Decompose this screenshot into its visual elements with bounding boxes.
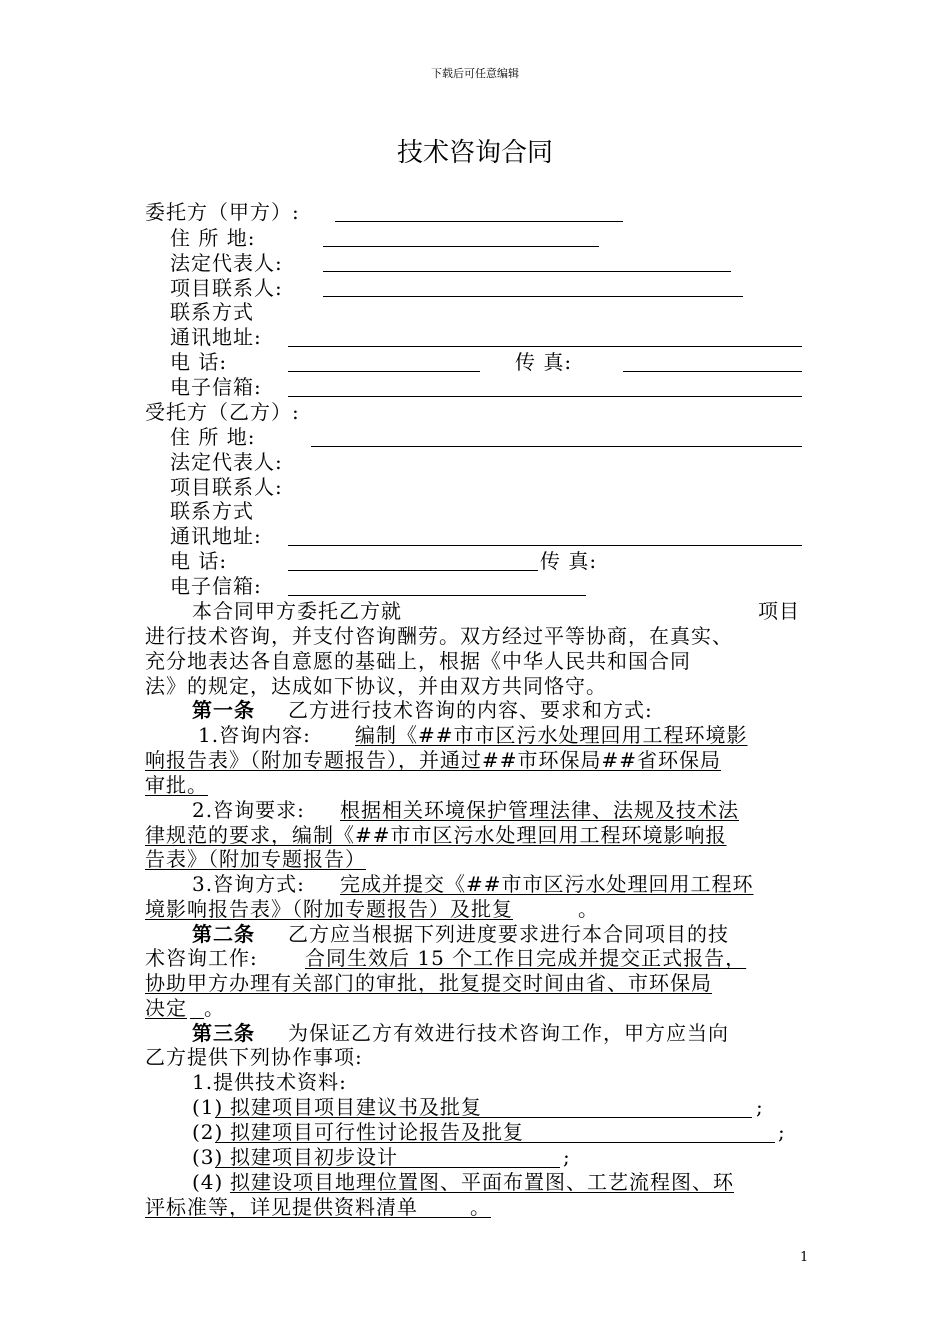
party-a-mail-label: 通讯地址:: [170, 325, 262, 349]
intro-line-1: 本合同甲方委托乙方就: [192, 599, 402, 623]
party-a-name-line: [335, 221, 623, 222]
party-b-legal-rep-label: 法定代表人:: [170, 450, 283, 474]
article-2-line-1: 合同生效后 15 个工作日完成并提交正式报告，: [305, 946, 747, 970]
party-a-address-line: [323, 246, 599, 247]
article-2-title: 第二条: [192, 922, 255, 946]
consult-method-end: 。: [578, 897, 599, 921]
article-1-text: 乙方进行技术咨询的内容、要求和方式:: [288, 698, 653, 722]
party-b-address-line: [311, 446, 802, 447]
consult-content-line-1: 编制《##市市区污水处理回用工程环境影: [355, 723, 748, 747]
party-a-label: 委托方（甲方）:: [145, 200, 300, 224]
article-2-line-2: 协助甲方办理有关部门的审批，批复提交时间由省、市环保局: [145, 971, 712, 995]
page-number: 1: [800, 1250, 809, 1265]
material-item-1-num: (1): [192, 1095, 224, 1119]
intro-line-2: 进行技术咨询，并支付咨询酬劳。双方经过平等协商，在真实、: [145, 624, 733, 648]
intro-line-4: 法》的规定，达成如下协议，并由双方共同恪守。: [145, 674, 607, 698]
party-b-fax-label: 传 真:: [540, 549, 598, 573]
consult-req-line-3: 告表》（附加专题报告）: [145, 847, 366, 871]
material-item-3-text: 拟建项目初步设计: [230, 1145, 398, 1169]
party-b-phone-label: 电 话:: [170, 549, 228, 573]
party-b-mail-label: 通讯地址:: [170, 524, 262, 548]
party-a-contact-method: 联系方式: [170, 300, 254, 324]
intro-line-3: 充分地表达各自意愿的基础上，根据《中华人民共和国合同: [145, 649, 691, 673]
party-b-label: 受托方（乙方）:: [145, 400, 300, 424]
party-a-mail-line: [288, 346, 802, 347]
party-a-legal-rep-label: 法定代表人:: [170, 251, 283, 275]
article-2-underline-tail: [190, 1018, 204, 1019]
party-b-address-label: 住 所 地:: [170, 425, 256, 449]
party-a-fax-line: [623, 371, 802, 372]
party-a-phone-line: [288, 371, 480, 372]
material-item-1-line: [215, 1117, 752, 1118]
document-title: 技术咨询合同: [396, 138, 553, 168]
consult-req-line-1: 根据相关环境保护管理法律、法规及技术法: [340, 798, 739, 822]
party-b-mail-line: [288, 545, 802, 546]
party-a-contact-label: 项目联系人:: [170, 276, 283, 300]
material-item-3-end: ;: [563, 1145, 571, 1169]
material-item-1-text: 拟建项目项目建议书及批复: [230, 1095, 482, 1119]
party-a-phone-label: 电 话:: [170, 350, 228, 374]
consult-req-label: 2.咨询要求:: [192, 798, 305, 822]
article-3-line-2: 乙方提供下列协作事项:: [145, 1045, 363, 1069]
intro-project-word: 项目: [758, 599, 800, 623]
article-2-text: 乙方应当根据下列进度要求进行本合同项目的技: [288, 922, 729, 946]
material-item-4-end: 。: [470, 1195, 491, 1219]
article-3-sub-1: 1.提供技术资料:: [192, 1070, 347, 1094]
article-1-title: 第一条: [192, 698, 255, 722]
material-item-2-text: 拟建项目可行性讨论报告及批复: [230, 1120, 524, 1144]
consult-method-line-1: 完成并提交《##市市区污水处理回用工程环: [340, 872, 754, 896]
party-a-fax-label: 传 真:: [515, 350, 573, 374]
article-3-text: 为保证乙方有效进行技术咨询工作，甲方应当向: [288, 1021, 729, 1045]
party-a-email-line: [288, 396, 802, 397]
consult-req-line-2: 律规范的要求，编制《##市市区污水处理回用工程环境影响报: [145, 823, 727, 847]
material-item-3-num: (3): [192, 1145, 224, 1169]
party-b-contact-label: 项目联系人:: [170, 475, 283, 499]
article-2-end: 。: [204, 996, 225, 1020]
party-b-email-line: [288, 595, 586, 596]
material-item-2-line: [215, 1142, 775, 1143]
material-item-4-underline: [145, 1217, 491, 1218]
party-a-legal-rep-line: [323, 271, 731, 272]
header-note: 下载后可任意编辑: [431, 67, 519, 80]
party-a-email-label: 电子信箱:: [170, 375, 262, 399]
consult-content-label: 1.咨询内容:: [198, 723, 311, 747]
material-item-1-end: ;: [756, 1095, 764, 1119]
article-3-title: 第三条: [192, 1021, 255, 1045]
material-item-4-line-1: 拟建设项目地理位置图、平面布置图、工艺流程图、环: [230, 1170, 734, 1194]
article-2-label: 术咨询工作:: [145, 946, 258, 970]
material-item-2-num: (2): [192, 1120, 224, 1144]
article-2-line-3: 决定: [145, 996, 187, 1020]
party-a-contact-line: [323, 296, 743, 297]
material-item-2-end: ;: [778, 1120, 786, 1144]
party-b-phone-line: [288, 570, 538, 571]
consult-content-line-2: 响报告表》（附加专题报告），并通过##市环保局##省环保局: [145, 748, 722, 772]
material-item-4-line-2: 评标准等，详见提供资料清单: [145, 1195, 418, 1219]
material-item-3-line: [215, 1167, 560, 1168]
material-item-4-num: (4): [192, 1170, 224, 1194]
consult-method-label: 3.咨询方式:: [192, 872, 305, 896]
consult-method-line-2: 境影响报告表》（附加专题报告）及批复: [145, 897, 513, 921]
party-a-address-label: 住 所 地:: [170, 226, 256, 250]
party-b-email-label: 电子信箱:: [170, 574, 262, 598]
consult-content-line-3: 审批。: [145, 773, 208, 797]
party-b-contact-method: 联系方式: [170, 499, 254, 523]
